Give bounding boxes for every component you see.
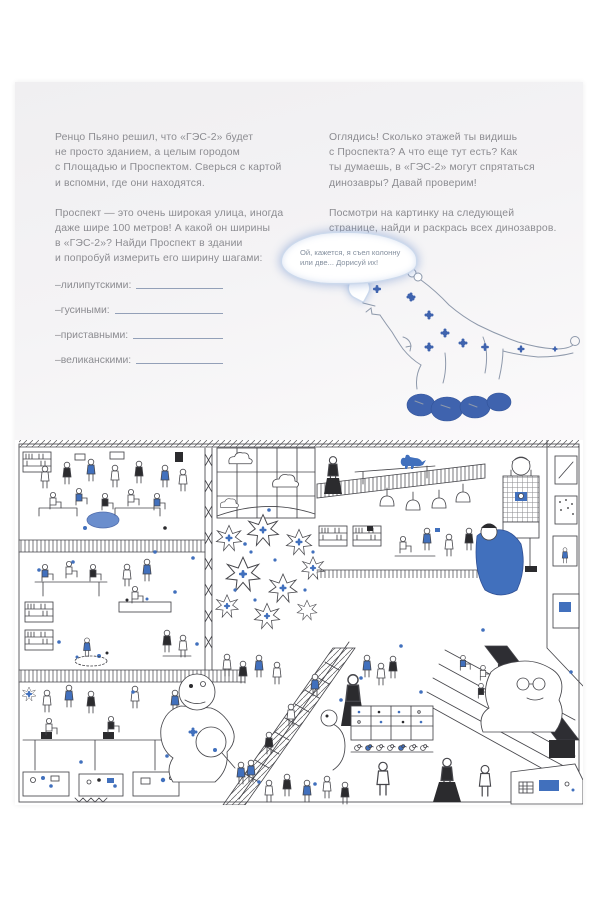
step-row-liliputian [55, 266, 223, 291]
paragraph-line: с Проспекта? А что еще тут есть? Как [329, 147, 518, 159]
paragraph-line: Оглядись! Сколько этажей ты видишь [329, 132, 518, 143]
step-row-giant [55, 341, 223, 366]
paragraph-line: Проспект — это очень широкая улица, иногда [55, 207, 284, 219]
paragraph-line: Посмотри на картинку на следующей [329, 207, 515, 219]
paragraph-line: не просто зданием, а целым городом [55, 147, 240, 159]
step-label: –великанскими: [55, 355, 132, 366]
paragraph-line: в «ГЭС-2»? Найди Проспект в здании [55, 238, 243, 250]
paragraph-line: странице, найди и раскрась всех динозавров. [329, 223, 557, 235]
paragraph-line: и вспомни, где они находятся. [55, 177, 205, 189]
paragraph-line: даже шире 100 метров! А какой он ширины [55, 223, 271, 235]
dinosaur-drawing [333, 257, 585, 435]
step-label: –лилипутскими: [55, 280, 132, 291]
bubble-line: или две... Дорисуй их! [300, 258, 379, 267]
bubble-line: Ой, кажется, я съел колонну [300, 247, 401, 257]
paragraph-line: динозавры? Давай проверим! [329, 177, 477, 189]
answer-blank-line[interactable] [115, 303, 223, 314]
paragraph-line: с Площадью и Проспектом. Сверься с картой [55, 162, 282, 174]
step-row-goose [55, 291, 223, 316]
paragraph-line: и попробуй измерить его ширину шагами: [55, 253, 263, 265]
ges2-seek-and-find-illustration [15, 440, 583, 805]
paragraph-line: ты думаешь, в «ГЭС-2» могут спрятаться [329, 162, 535, 174]
answer-blank-line[interactable] [133, 328, 223, 339]
steps-answer-list [55, 266, 223, 366]
step-label: –гусиными: [55, 305, 110, 316]
step-row-side [55, 316, 223, 341]
answer-blank-line[interactable] [136, 278, 223, 289]
step-label: –приставными: [55, 330, 129, 341]
book-page [15, 82, 583, 805]
paragraph-line: Ренцо Пьяно решил, что «ГЭС-2» будет [55, 132, 254, 143]
answer-blank-line[interactable] [136, 353, 223, 364]
dino-speech-bubble [282, 233, 416, 283]
